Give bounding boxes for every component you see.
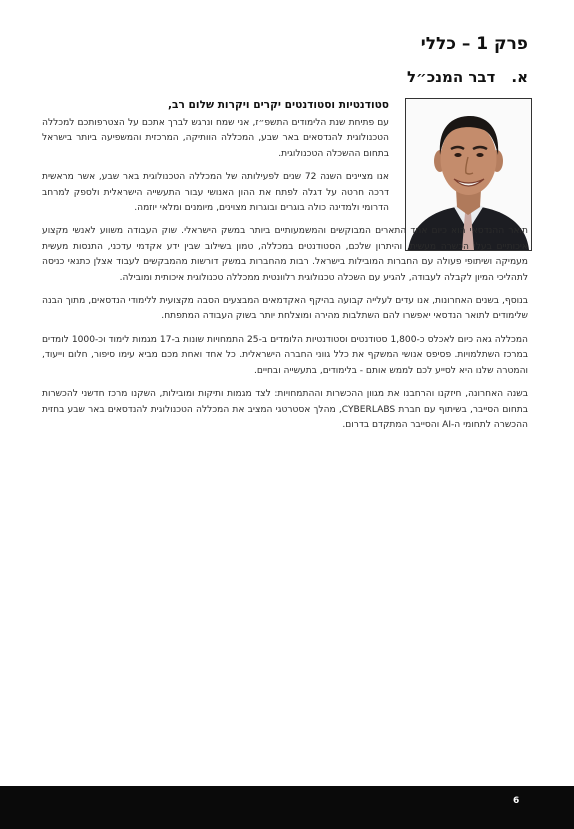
paragraph: בנוסף, בשנים האחרונות, אנו עדים לעלייה קבועה בהיקף האקדמאים המבצעים הסבה מקצועית ללימודי הנדסאים, מתוך הבנה שלימודים לתואר הנדסאי יאפשרו להם השתלבות מהירה ומוצלחת יותר בשוק העבודה המתפתח. <box>42 296 528 322</box>
footer-bar <box>0 786 574 829</box>
section-letter: א. <box>511 68 528 86</box>
greeting-heading: סטודנטיות וסטודנטים יקרים ויקרות שלום רב, <box>168 99 389 111</box>
paragraph: המכללה גאה כיום לאכלס כ-1,800 סטודנטים וסטודנטיות הלומדים ב-25 התמחויות שונות ב-17 מגמות לימוד וכ-1000 לומדים במרכז השתלמויות. פסיפס אנושי המשקף את כלל גווני החברה הישראלית. כל אחד ואחת מכם מביא עימו סיפור, חלום וייעוד, והמטרה שלנו היא לסייע לכם לממש אותם - בלימודים, בתעשייה ובחיים. <box>42 334 528 376</box>
paragraph: אנו מציינים השנה 72 שנים לפעילותה של המכללה הטכנולוגית באר שבע, אשר מראשית דרכה חרטה על דגלה לפתח את ההון האנושי עבור התעשייה הישראלית ולספק למרחב הדרומי ולמדינה כולה בוגרים ובוגרות מצוינים, מיומנים ומלאי יוזמה. <box>42 172 389 214</box>
letter-body <box>42 98 528 441</box>
section-title: דבר המנכ״ל <box>406 68 496 86</box>
section-heading <box>407 68 528 86</box>
page-number: 6 <box>513 796 520 806</box>
chapter-title: פרק 1 – כללי <box>420 34 528 54</box>
paragraph: תואר ההנדסאי הוא כיום אחד התארים המבוקשים והמשמעותיים ביותר במשק הישראלי. שוק העבודה משווע לאנשי מקצוע איכותיים בעלי הכשרה מעשית, והיתרון שלכם, הסטודנטים במכללה, טמון בשילוב שבין ידע אקדמי עדכני, התנסות מעשית מעמיקה ושיתופי פעולה עם החברות המובילות בישראל. רבות מהחברות במשק דורשות מהמבקשים לעבוד אצלן כתנאי כניסה לתהליכי המיון לקבלה לעבודה, להגיע עם השכלה טכנולוגית רלוונטית ממכללה טכנולוגית איכותית ומובילה. <box>42 226 528 283</box>
paragraph: בשנה האחרונה, חיזקנו והרחבנו את מגוון ההכשרות וההתמחויות: לצד מגמות ותיקות ומובילות, השקנו מרכז חדשני להכשרות בתחום הסייבר, בשיתוף עם חברת CYBERLABS, מהלך אסטרטגי המציב את המכללה הטכנולוגית להנדסאים באר שבע בחזית ההכשרה לתחומי ה-AI והסייבר המתקדם בדרום. <box>42 389 529 430</box>
paragraph: עם פתיחת שנת הלימודים התשפ״ז, אני שמח ונרגש לברך אתכם על הצטרפותכם למכללה הטכנולוגית להנדסאים באר שבע, המכללה הוותיקה, המרכזית והמשפיעה ביותר בישראל בתחום ההשכלה הטכנולוגית. <box>42 118 389 159</box>
